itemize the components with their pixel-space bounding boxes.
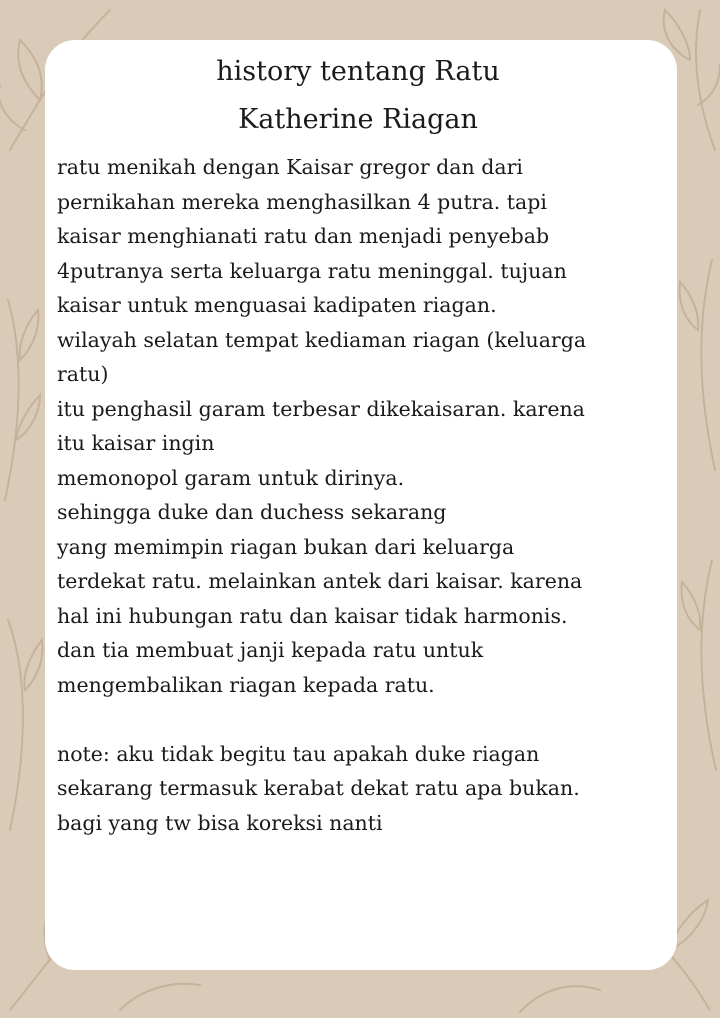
title-line: Katherine Riagan <box>238 104 478 135</box>
text-line: pernikahan mereka menghasilkan 4 putra. tapi <box>57 189 547 214</box>
paragraph-gap <box>57 702 659 737</box>
text-line: yang memimpin riagan bukan dari keluarga <box>57 534 515 559</box>
text-line: itu kaisar ingin <box>57 431 215 455</box>
text-line: bagi yang tw bisa koreksi nanti <box>57 810 383 835</box>
text-line: hal ini hubungan ratu dan kaisar tidak harmonis. <box>57 603 568 628</box>
paragraph-note <box>57 737 659 841</box>
text-line: kaisar menghianati ratu dan menjadi penyebab <box>57 224 550 248</box>
text-line: kaisar untuk menguasai kadipaten riagan. <box>57 293 497 317</box>
title-line: history tentang Ratu <box>216 56 500 87</box>
text-line: 4putranya serta keluarga ratu meninggal. tujuan <box>57 258 567 283</box>
paragraph-main <box>57 150 659 702</box>
text-line: ratu menikah dengan Kaisar gregor dan dari <box>57 155 523 179</box>
text-line: itu penghasil garam terbesar dikekaisaran. karena <box>57 396 585 421</box>
text-line: sehingga duke dan duchess sekarang <box>57 500 447 524</box>
story-body <box>57 150 659 840</box>
text-line: note: aku tidak begitu tau apakah duke riagan <box>57 741 540 766</box>
text-line: ratu) <box>57 362 109 386</box>
text-line: terdekat ratu. melainkan antek dari kaisar. karena <box>57 569 583 593</box>
text-line: sekarang termasuk kerabat dekat ratu apa bukan. <box>57 776 580 800</box>
text-line: memonopol garam untuk dirinya. <box>57 465 405 490</box>
page-title <box>57 48 659 144</box>
content-card <box>45 40 677 970</box>
text-line: wilayah selatan tempat kediaman riagan (keluarga <box>57 327 587 352</box>
text-line: dan tia membuat janji kepada ratu untuk <box>57 638 484 662</box>
text-line: mengembalikan riagan kepada ratu. <box>57 672 435 697</box>
